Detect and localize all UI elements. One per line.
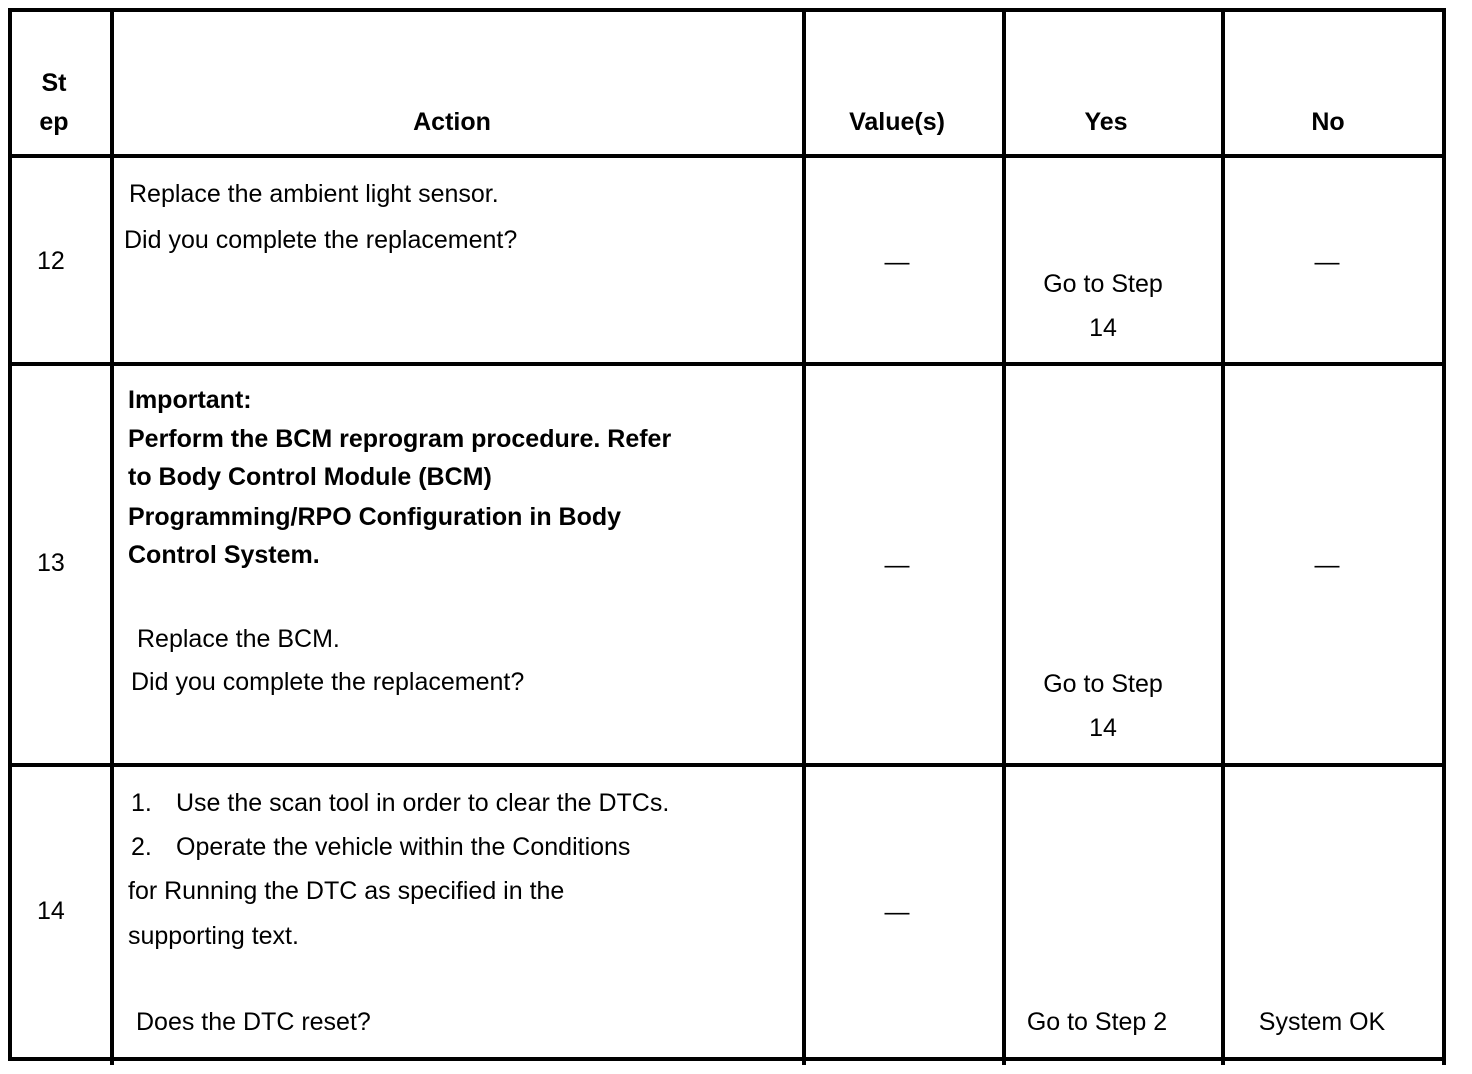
row-13-values: —	[884, 551, 910, 579]
row-13-action-line2: Did you complete the replacement?	[131, 668, 525, 696]
row-14-question: Does the DTC reset?	[136, 1008, 371, 1036]
header-step-line1: St	[41, 69, 67, 97]
row-14-yes: Go to Step 2	[1026, 1008, 1168, 1036]
row-14-values: —	[884, 898, 910, 926]
header-divider	[8, 154, 1446, 158]
row-14-list-num-1: 1.	[131, 789, 152, 817]
row-14-continuation-line1: for Running the DTC as specified in the	[128, 877, 565, 905]
row-divider-13-14	[8, 763, 1446, 767]
row-12-yes-line1: Go to Step	[1043, 270, 1163, 298]
column-divider-yes	[1221, 8, 1225, 1065]
row-12-no: —	[1314, 248, 1340, 276]
table-border-bottom	[8, 1057, 1446, 1061]
column-divider-step	[110, 8, 114, 1065]
row-13-no: —	[1314, 551, 1340, 579]
row-12-action-line2: Did you complete the replacement?	[124, 226, 518, 254]
row-12-action-line1: Replace the ambient light sensor.	[129, 180, 499, 208]
header-no: No	[1311, 108, 1345, 136]
header-action: Action	[413, 108, 491, 136]
row-13-yes-line1: Go to Step	[1043, 670, 1163, 698]
table-border-top	[8, 8, 1446, 12]
header-values: Value(s)	[849, 108, 945, 136]
row-12-step: 12	[37, 247, 65, 275]
row-12-yes-line2: 14	[1089, 314, 1117, 342]
row-13-important-line1: Perform the BCM reprogram procedure. Refer	[128, 425, 672, 453]
row-14-list-text-2: Operate the vehicle within the Conditions	[176, 833, 631, 861]
row-14-step: 14	[37, 897, 65, 925]
row-12-values: —	[884, 248, 910, 276]
row-13-step: 13	[37, 549, 65, 577]
row-13-important-line2: to Body Control Module (BCM)	[128, 463, 492, 491]
header-step-line2: ep	[39, 108, 69, 136]
row-divider-12-13	[8, 362, 1446, 366]
header-yes: Yes	[1084, 108, 1128, 136]
table-border-right	[1442, 8, 1446, 1065]
row-14-no: System OK	[1258, 1008, 1386, 1036]
row-14-list-num-2: 2.	[131, 833, 152, 861]
row-13-yes-line2: 14	[1089, 714, 1117, 742]
table-border-left	[8, 8, 12, 1061]
column-divider-values	[1002, 8, 1006, 1065]
row-13-action-line1: Replace the BCM.	[137, 625, 340, 653]
row-13-important-line4: Control System.	[128, 541, 320, 569]
row-14-continuation-line2: supporting text.	[128, 922, 299, 950]
column-divider-action	[802, 8, 806, 1065]
row-13-important-line3: Programming/RPO Configuration in Body	[128, 503, 622, 531]
row-14-list-text-1: Use the scan tool in order to clear the DTCs.	[176, 789, 670, 817]
row-13-important-label: Important:	[128, 386, 252, 414]
